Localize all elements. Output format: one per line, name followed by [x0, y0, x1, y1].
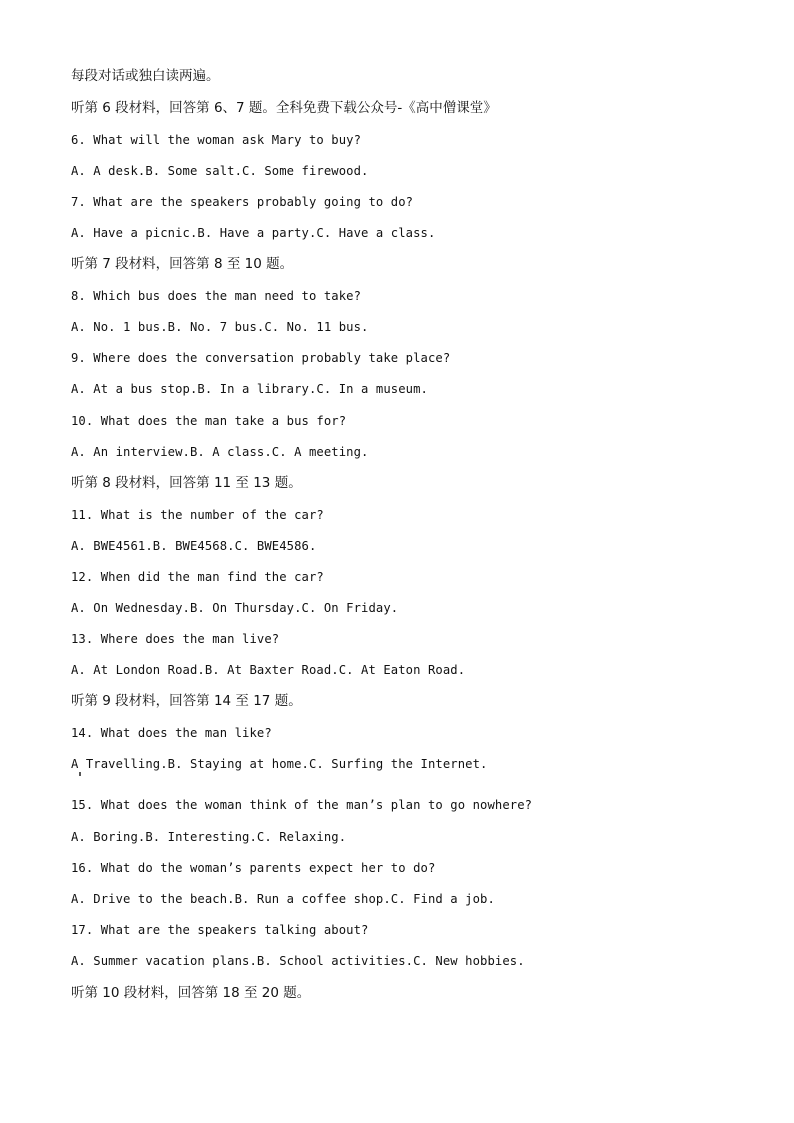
question-9: 9. Where does the conversation probably take place?	[71, 351, 451, 365]
question-6: 6. What will the woman ask Mary to buy?	[71, 133, 362, 147]
section-header-7: 听第 7 段材料，回答第 8 至 10 题。	[71, 256, 294, 272]
question-17: 17. What are the speakers talking about?	[71, 923, 369, 937]
options-10: A. An interview.B. A class.C. A meeting.	[71, 445, 369, 459]
options-16: A. Drive to the beach.B. Run a coffee shop.C. Find a job.	[71, 892, 495, 906]
section-header-8: 听第 8 段材料，回答第 11 至 13 题。	[71, 475, 302, 491]
options-12: A. On Wednesday.B. On Thursday.C. On Friday.	[71, 601, 399, 615]
question-12: 12. When did the man find the car?	[71, 570, 324, 584]
section-header-10: 听第 10 段材料，回答第 18 至 20 题。	[71, 985, 311, 1001]
options-7: A. Have a picnic.B. Have a party.C. Have a class.	[71, 226, 436, 240]
options-9: A. At a bus stop.B. In a library.C. In a museum.	[71, 382, 428, 396]
options-15: A. Boring.B. Interesting.C. Relaxing.	[71, 830, 347, 844]
question-16: 16. What do the woman’s parents expect her to do?	[71, 861, 436, 875]
question-8: 8. Which bus does the man need to take?	[71, 289, 362, 303]
stray-mark	[79, 772, 81, 776]
question-15: 15. What does the woman think of the man’s plan to go nowhere?	[71, 798, 533, 812]
options-14: A Travelling.B. Staying at home.C. Surfing the Internet.	[71, 757, 488, 771]
options-8: A. No. 1 bus.B. No. 7 bus.C. No. 11 bus.	[71, 320, 369, 334]
options-11: A. BWE4561.B. BWE4568.C. BWE4586.	[71, 539, 317, 553]
section-header-6: 听第 6 段材料，回答第 6、7 题。全科免费下载公众号-《高中僧课堂》	[71, 100, 497, 116]
question-13: 13. Where does the man live?	[71, 632, 280, 646]
question-14: 14. What does the man like?	[71, 726, 272, 740]
question-7: 7. What are the speakers probably going to do?	[71, 195, 414, 209]
question-11: 11. What is the number of the car?	[71, 508, 324, 522]
options-6: A. A desk.B. Some salt.C. Some firewood.	[71, 164, 369, 178]
section-header-9: 听第 9 段材料，回答第 14 至 17 题。	[71, 693, 302, 709]
instruction-line: 每段对话或独白读两遍。	[71, 68, 220, 84]
options-13: A. At London Road.B. At Baxter Road.C. At Eaton Road.	[71, 663, 466, 677]
options-17: A. Summer vacation plans.B. School activities.C. New hobbies.	[71, 954, 525, 968]
question-10: 10. What does the man take a bus for?	[71, 414, 347, 428]
